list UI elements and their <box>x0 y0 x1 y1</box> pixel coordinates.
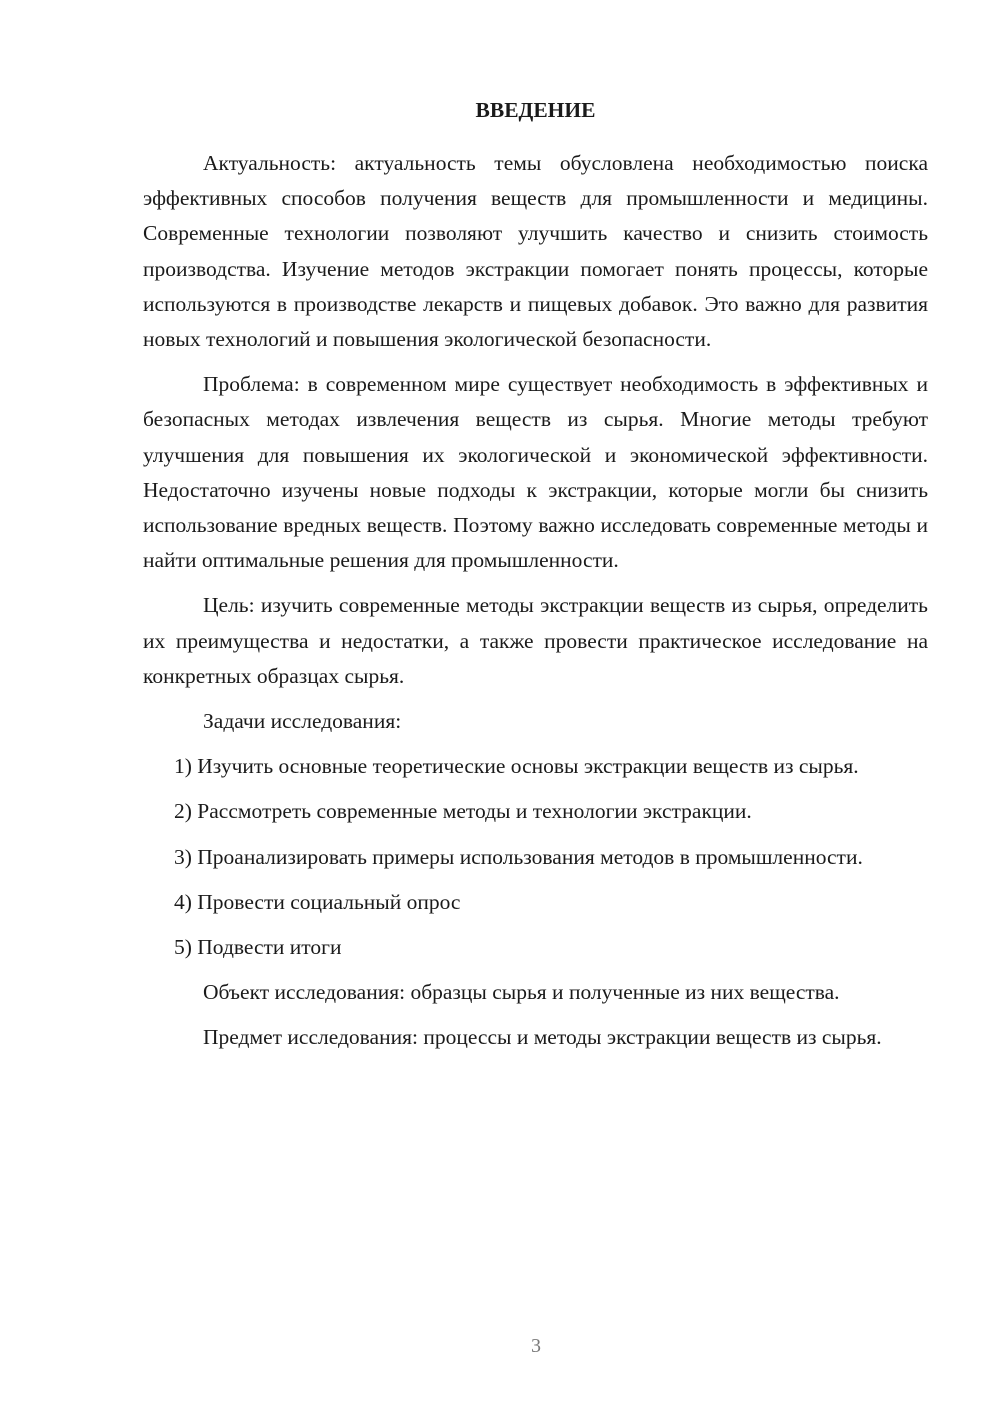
relevance-paragraph: Актуальность: актуальность темы обусловлена необходимостью поиска эффективных способов получения веществ для промышленности и медицины. Современные технологии позволяют улучшить качество и снизить стоимость производства. Изучение методов экстракции помогает понять процессы, которые используются в производстве лекарств и пищевых добавок. Это важно для развития новых технологий и повышения экологической безопасности. <box>143 151 928 352</box>
goal-paragraph: Цель: изучить современные методы экстракции веществ из сырья, определить их преимущества и недостатки, а также провести практическое исследование на конкретных образцах сырья. <box>143 593 928 688</box>
task-item-2: 2) Рассмотреть современные методы и технологии экстракции. <box>174 799 752 824</box>
page-content <box>143 93 928 1056</box>
task-item-5: 5) Подвести итоги <box>174 935 342 960</box>
object-paragraph: Объект исследования: образцы сырья и полученные из них вещества. <box>203 980 840 1005</box>
page-title: ВВЕДЕНИЕ <box>475 98 596 122</box>
tasks-heading: Задачи исследования: <box>203 709 402 734</box>
task-item-3: 3) Проанализировать примеры использования методов в промышленности. <box>174 844 863 869</box>
task-item-1: 1) Изучить основные теоретические основы экстракции веществ из сырья. <box>174 754 859 779</box>
page-number: 3 <box>531 1335 541 1357</box>
problem-paragraph: Проблема: в современном мире существует необходимость в эффективных и безопасных методах извлечения веществ из сырья. Многие методы требуют улучшения для повышения их экологической и экономической эффективности. Недостаточно изучены новые подходы к экстракции, которые могли бы снизить использование вредных веществ. Поэтому важно исследовать современные методы и найти оптимальные решения для промышленности. <box>143 372 928 573</box>
task-item-4: 4) Провести социальный опрос <box>174 889 461 914</box>
subject-paragraph: Предмет исследования: процессы и методы экстракции веществ из сырья. <box>203 1025 882 1050</box>
